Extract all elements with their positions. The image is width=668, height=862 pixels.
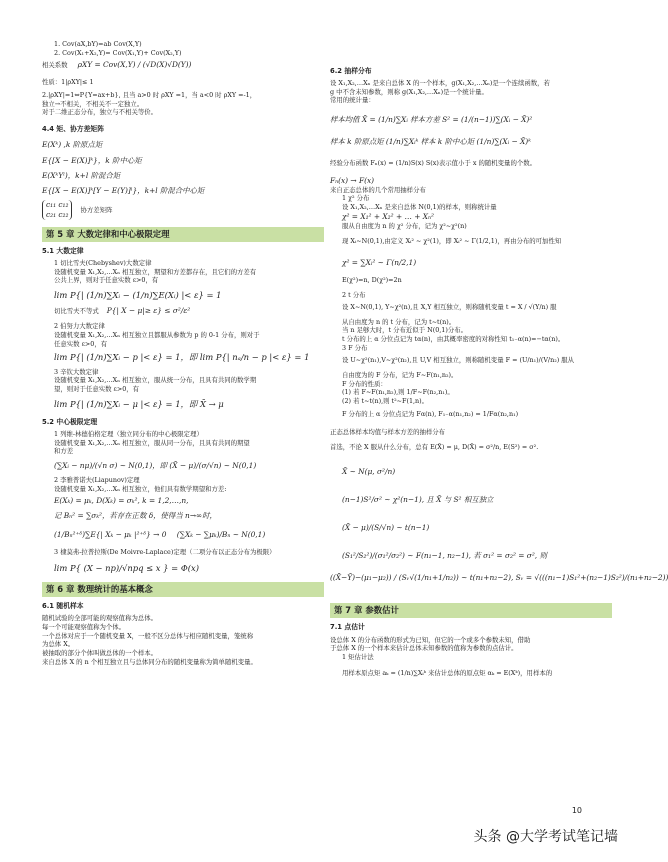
random-sample-text-4: 为总体 X。	[42, 640, 75, 649]
f-dist-property-1: (1) 若 F~F(n₁,n₂),则 1/F~F(n₂,n₁)。	[342, 388, 454, 397]
property-4: 对于二维正态分布，独立与不相关等价。	[42, 108, 158, 117]
right-column	[330, 62, 668, 678]
page-number: 10	[571, 806, 582, 815]
moment-mixed-central: E{[X − E(X)]ᵏ[Y − E(Y)]ˡ}，k+l 阶混合中心矩	[42, 185, 205, 195]
result-3: (X̄ − μ)/(S/√n) ~ t(n−1)	[342, 523, 430, 533]
bernoulli-text-2: 任意实数 ε>0，有	[54, 339, 108, 348]
moment-central: E{[X − E(X)]ᵏ}，k 阶中心矩	[42, 155, 142, 165]
theorem-chebyshev: 1 切比雪夫(Chebyshev)大数定律	[54, 259, 152, 268]
f-dist-property-2: (2) 若 t~t(n),则 t²~F(1,n)。	[342, 396, 429, 405]
random-sample-text-5: 被抽取的部分个体叫做总体的一个样本。	[42, 648, 158, 657]
matrix-symbol: c₁₁ c₁₂ c₂₁ c₂₂	[42, 200, 72, 220]
section-6-1: 6.1 随机样本	[42, 602, 84, 611]
t-dist-text-3: 当 n 足够大时，t 分布近似于 N(0,1)分布。	[342, 326, 468, 335]
f-dist-text-1: 设 U~χ²(n₁),V~χ²(n₂),且 U,V 相互独立，则称随机变量 F = (U/n₁)/(V/n₂) 服从	[342, 356, 575, 365]
moment-mixed: E(XᵏYˡ)，k+l 阶混合矩	[42, 170, 121, 180]
inequality-formula: P{| X − μ|≥ ε} ≤ σ²/ε²	[106, 306, 191, 316]
f-dist-heading: 3 F 分布	[342, 343, 368, 352]
khinchin-text-1: 设随机变量 X₁,X₂,…Xₙ 相互独立，服从统一分布，且具有共同的数学期	[54, 376, 257, 385]
result-2: (n−1)S²/σ² ~ χ²(n−1), 且 X̄ 与 S² 相互独立	[342, 495, 494, 505]
chi-square-text-2: 服从自由度为 n 的 χ² 分布，记为 χ²~χ²(n)	[342, 221, 467, 230]
inequality-label: 切比雪夫不等式	[54, 307, 99, 316]
result-4: (S₁²/S₂²)/(σ₁²/σ₂²) ~ F(n₁−1, n₂−1), 若 σ₁² = σ₂² = σ², 则	[342, 551, 547, 561]
liapunov-formula	[42, 530, 324, 540]
liapunov-condition: 记 Bₙ² = ∑σₖ²，若存在正数 δ，使得当 n→∞时，	[54, 511, 217, 521]
chi-square-text-3: 现 Xᵢ~N(0,1),由定义 Xᵢ² ~ χ²(1)，即 Xᵢ² ~ Γ(1/2,1)，再由分布的可加性知	[342, 237, 562, 246]
theorem-bernoulli: 2 伯努力大数定律	[54, 322, 105, 331]
khinchin-formula: lim P{| (1/n)∑Xᵢ − μ |< ε} = 1，即 X̄ → μ	[54, 398, 224, 409]
result-5: ((X̄−Ȳ)−(μ₁−μ₂)) / (Sᵥ√(1/n₁+1/n₂)) ~ t(n₁+n₂−2), Sᵥ = √(((n₁−1)S₁²+(n₂−1)S₂²)/(n₁+n₂−2))	[330, 573, 668, 583]
property-2: 2.|ρXY|=1⇔P{Y=ax+b}, 且当 a>0 时 ρXY =1，当 a<0 时 ρXY =-1，	[42, 90, 257, 99]
sample-mean-variance: 样本均值 X̄ = (1/n)∑Xᵢ 样本方差 S² = (1/(n−1))∑(Xᵢ − X̄)²	[330, 115, 533, 125]
random-sample-text-1: 随机试验的全部可能的观察值称为总体。	[42, 614, 158, 623]
cov-property-1: 1. Cov(aX,bY)=ab Cov(X,Y)	[54, 40, 142, 48]
chi-square-moments: E(χ²)=n, D(χ²)=2n	[342, 275, 402, 284]
theorem-liapunov: 2 李雅普诺夫(Liapunov)定理	[54, 475, 140, 484]
left-column	[42, 40, 324, 666]
section-6-2: 6.2 抽样分布	[330, 67, 372, 75]
t-dist-text-4: t 分布的上 α 分位点记为 tα(n)，由其概率密度的对称性知 t₁₋α(n)=−tα(n)。	[342, 335, 565, 344]
levy-formula: (∑Xᵢ − nμ)/(√n σ) ~ N(0,1)，即 (X̄ − μ)/(σ/√n) ~ N(0,1)	[54, 460, 257, 470]
chebyshev-inequality	[42, 306, 324, 316]
covariance-matrix	[42, 200, 324, 220]
t-dist-text-1: 设 X~N(0,1), Y~χ²(n),且 X,Y 相互独立，则称随机变量 t = X / √(Y/n) 服	[342, 303, 557, 312]
t-dist-text-2: 从自由度为 n 的 t 分布，记为 t~t(n)。	[342, 317, 456, 326]
t-dist-heading: 2 t 分布	[342, 290, 366, 299]
liapunov-text-1: 设随机变量 X₁,X₂,…Xₙ 相互独立，他们具有数学期望和方差:	[54, 484, 227, 493]
levy-text-1: 设随机变量 X₁,X₂,…Xₙ 相互独立，服从同一分布，且具有共同的期望	[54, 438, 250, 447]
random-sample-text-6: 来自总体 X 的 n 个相互独立且与总体同分布的随机变量称为简单随机变量。	[42, 657, 257, 666]
correlation-coefficient	[42, 60, 324, 70]
sample-dist-general: 首选，不论 X 服从什么分布，总有 E(X̄) = μ, D(X̄) = σ²/n, E(S²) = σ².	[330, 442, 539, 451]
chi-square-formula: χ² = X₁² + X₂² + … + Xₙ²	[342, 211, 434, 221]
moment-method-heading: 1 矩估计法	[342, 652, 374, 661]
corr-formula: ρXY = Cov(X,Y) / (√D(X)√D(Y))	[77, 60, 192, 70]
statistic-def-3: 常用的统计量：	[330, 96, 375, 105]
chapter-7-heading: 第 7 章 参数估计	[330, 603, 612, 618]
watermark: 头条 @大学考试笔记墙	[473, 829, 618, 845]
f-dist-quantile: F 分布的上 α 分位点记为 Fα(n), F₁₋α(n₁,n₂) = 1/Fα(n₂,n₁)	[342, 409, 519, 418]
sample-dist-title: 正态总体样本均值与样本方差的抽样分布	[330, 428, 446, 437]
section-4-4: 4.4 矩、协方差矩阵	[42, 124, 104, 133]
bernoulli-text-1: 设随机变量 X₁,X₂,…Xₙ 相互独立且都服从参数为 p 的 0-1 分布，则对于	[54, 330, 260, 339]
statistic-def-1: 设 X₁,X₂,…Xₙ 是来自总体 X 的一个样本，g(X₁,X₂,…Xₙ)是一个连续函数，若	[330, 79, 550, 88]
random-sample-text-3: 一个总体对应于一个随机变量 X，一般不区分总体与相应随机变量，笼统称	[42, 631, 254, 640]
liapunov-limit: (1/Bₙ²⁺ᵟ)∑E{| Xₖ − μₖ |²⁺ᵟ} → 0	[54, 530, 167, 540]
section-5-2: 5.2 中心极限定理	[42, 417, 98, 426]
section-7-1: 7.1 点估计	[330, 623, 365, 632]
chebyshev-formula: lim P{| (1/n)∑Xᵢ − (1/n)∑E(Xᵢ) |< ε} = 1	[54, 290, 222, 300]
chebyshev-text-2: 公共上界，则对于任意实数 ε>0，有	[54, 276, 159, 285]
theorem-khinchin: 3 辛钦大数定律	[54, 367, 99, 376]
random-sample-text-2: 每一个可能观察值称为个体。	[42, 622, 126, 631]
chi-square-gamma: χ² = ∑Xᵢ² ~ Γ(n/2,1)	[342, 257, 417, 267]
moment-method-text: 用样本原点矩 aₖ = (1/n)∑Xᵢᵏ 来估计总体的原点矩 αₖ = E(Xᵏ)，用样本的	[342, 669, 553, 678]
liapunov-expectation: E(Xₖ) = μₖ, D(Xₖ) = σₖ², k = 1,2,…,n,	[54, 496, 189, 506]
property-3: 独立→不相关，不相关不一定独立。	[42, 99, 144, 108]
f-dist-properties: F 分布的性质：	[342, 379, 387, 388]
chi-square-heading: 1 χ² 分布	[342, 194, 370, 203]
chapter-6-heading: 第 6 章 数理统计的基本概念	[42, 582, 324, 597]
corr-label: 相关系数	[42, 61, 68, 70]
moment-origin: E(Xᵏ) ,k 阶原点矩	[42, 140, 103, 149]
theorem-de-moivre-laplace: 3 棣莫弗-拉普拉斯(De Moivre-Laplace)定理（二项分布以正态分布为极限）	[54, 548, 276, 557]
bernoulli-formula: lim P{| (1/n)∑Xᵢ − p |< ε} = 1，即 lim P{| nₐ/n − p |< ε} = 1	[54, 352, 310, 363]
chebyshev-text-1: 设随机变量 X₁,X₂,…Xₙ 相互独立，期望和方差都存在，且它们的方差有	[54, 267, 257, 276]
f-dist-text-2: 自由度为的 F 分布，记为 F~F(n₁,n₂)。	[342, 370, 458, 379]
point-estimate-text-1: 设总体 X 的分布函数的形式为已知，但它的一个或多个参数未知，借助	[330, 635, 531, 644]
de-moivre-formula: lim P{ (X − np)/√npq ≤ x } = Φ(x)	[54, 562, 199, 573]
point-estimate-text-2: 于总体 X 的一个样本来估计总体未知参数的值称为参数的点估计。	[330, 644, 518, 653]
matrix-label: 协方差矩阵	[80, 205, 113, 214]
chi-square-text-1: 设 X₁,X₂,…Xₙ 是来自总体 N(0,1)的样本，则称统计量	[342, 202, 497, 211]
empirical-convergence: Fₙ(x) → F(x)	[330, 175, 375, 185]
sample-moments: 样本 k 阶原点矩 (1/n)∑Xᵢᵏ 样本 k 阶中心矩 (1/n)∑(Xᵢ − X̄)ᵏ	[330, 137, 531, 147]
chapter-5-heading: 第 5 章 大数定律和中心极限定理	[42, 227, 324, 242]
normal-sampling-title: 来自正态总体的几个常用抽样分布	[330, 185, 426, 194]
liapunov-normal: (∑Xₖ − ∑μₖ)/Bₙ ~ N(0,1)	[176, 530, 266, 540]
khinchin-text-2: 望，则对于任意实数 ε>0，有	[54, 384, 140, 393]
theorem-levy-lindeberg: 1 列维-林德伯格定理（独立同分布的中心极限定理）	[54, 430, 203, 439]
property-1: 性质：1|ρXY|≤ 1	[42, 78, 94, 87]
empirical-distribution: 经验分布函数 Fₙ(x) = (1/n)S(x) S(x)表示值小于 x 的随机变量的个数。	[330, 159, 537, 168]
cov-property-2: 2. Cov(X₁+X₂,Y)= Cov(X₁,Y)+ Cov(X₂,Y)	[54, 48, 182, 57]
levy-text-2: 和方差	[54, 447, 74, 456]
statistic-def-2: g 中不含未知参数，则称 g(X₁,X₂,…Xₙ)是一个统计量。	[330, 87, 488, 96]
result-1: X̄ ~ N(μ, σ²/n)	[342, 467, 396, 477]
section-5-1: 5.1 大数定律	[42, 246, 84, 255]
